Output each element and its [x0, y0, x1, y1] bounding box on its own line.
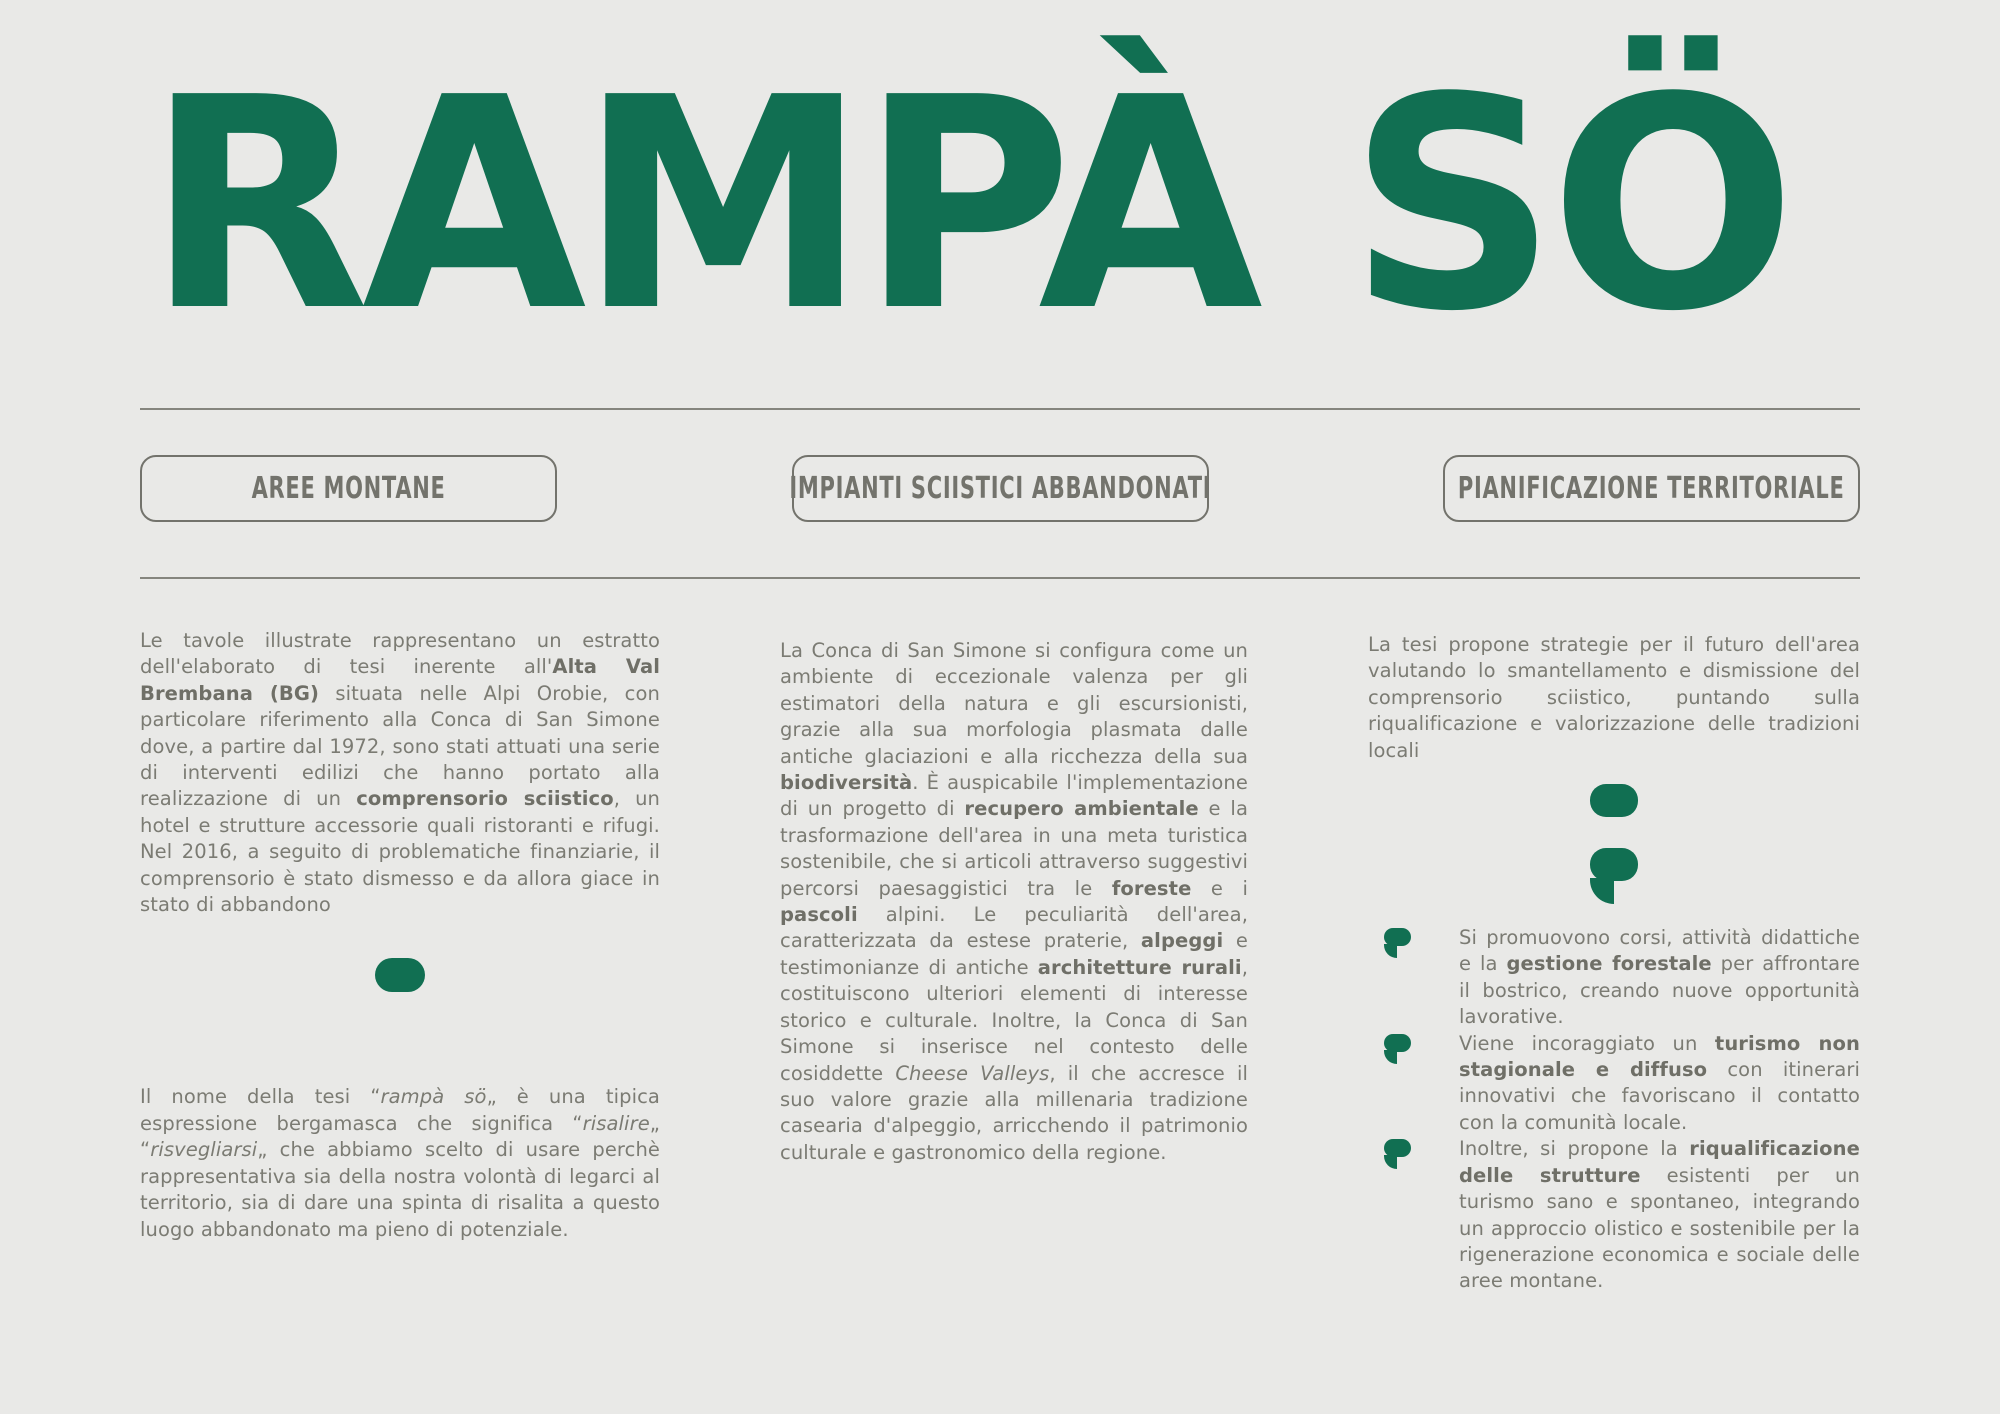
list-item-text: Inoltre, si propone la riqualificazione delle strutture esistenti per un turismo sano e spontaneo, integrando un approccio olistico e sostenibile per la rigenerazione economica e sociale delle aree montane. [1459, 1137, 1860, 1293]
column-context [780, 628, 1248, 1295]
green-dot-icon [375, 958, 425, 992]
page-title: RAMPÀ SÖ [146, 35, 1789, 375]
comma-bullet-icon [1384, 1034, 1411, 1052]
paragraph-thesis-extract: Le tavole illustrate rappresentano un estratto dell'elaborato di tesi inerente all'Alta Val Brembana (BG) situata nelle Alpi Orobie, con particolare riferimento alla Conca di San Simone dove, a partire dal 1972, sono stati attuati una serie di interventi edilizi che hanno portato alla realizzazione di un comprensorio sciistico, un hotel e strutture accessorie quali ristoranti e rifugi. Nel 2016, a seguito di problematiche finanziarie, il comprensorio è stato dismesso e da allora giace in stato di abbandono [140, 629, 661, 917]
comma-bullet-icon [1384, 1139, 1411, 1157]
tag-row [140, 455, 1860, 522]
paragraph-conca-san-simone: La Conca di San Simone si configura come un ambiente di eccezionale valenza per gli estimatori della natura e gli escursionisti, grazie alla sua morfologia plasmata dalle antiche glaciazioni e alla ricchezza della sua biodiversità. È auspicabile l'implementazione di un progetto di recupero ambientale e la trasformazione dell'area in una meta turistica sostenibile, che si articoli attraverso suggestivi percorsi paesaggistici tra le foreste e i pascoli alpini. Le peculiarità dell'area, caratterizzata da estese praterie, alpeggi e testimonianze di antiche architetture rurali, costituiscono ulteriori elementi di interesse storico e culturale. Inoltre, la Conca di San Simone si inserisce nel contesto delle cosiddette Cheese Valleys, il che accresce il suo valore grazie alla millenaria tradizione casearia d'alpeggio, arricchendo il patrimonio culturale e gastronomico della regione. [780, 639, 1249, 1164]
tag-label: IMPIANTI SCIISTICI ABBANDONATI [789, 471, 1211, 506]
tag-impianti-sciistici-abbandonati [789, 455, 1211, 522]
paragraph-thesis-name: Il nome della tesi “rampà sö„ è una tipica espressione bergamasca che significa “risalire„ “risvegliarsi„ che abbiamo scelto di usare perchè rappresentativa sia della nostra volontà di legarci al territorio, sia di dare una spinta di risalita a questo luogo abbandonato ma pieno di potenziale. [140, 1085, 660, 1241]
list-item [1368, 1136, 1860, 1294]
list-item [1368, 1031, 1860, 1137]
paragraph-strategies-intro: La tesi propone strategie per il futuro dell'area valutando lo smantellamento e dismissione del comprensorio sciistico, puntando sulla riqualificazione e valorizzazione delle tradizioni locali [1368, 633, 1860, 762]
comma-bullet-icon [1384, 928, 1411, 946]
list-item-text: Viene incoraggiato un turismo non stagionale e diffuso con itinerari innovativi che favoriscano il contatto con la comunità locale. [1459, 1031, 1860, 1134]
text-columns [140, 628, 1860, 1295]
tag-label: AREE MONTANE [251, 471, 446, 506]
column-strategies [1368, 628, 1860, 1295]
list-item-text: Si promuovono corsi, attività didattiche e la gestione forestale per affrontare il bostrico, creando nuove opportunità lavorative. [1459, 926, 1860, 1029]
divider-top [140, 408, 1860, 410]
tag-label: PIANIFICAZIONE TERRITORIALE [1458, 471, 1845, 506]
tag-aree-montane [140, 455, 557, 522]
column-intro [140, 628, 660, 1295]
big-semicolon-icon [1590, 784, 1638, 881]
semicolon-comma [1590, 848, 1638, 881]
semicolon-dot [1590, 784, 1638, 817]
proposal-list [1368, 925, 1860, 1295]
tag-pianificazione-territoriale [1443, 455, 1860, 522]
list-item [1368, 925, 1860, 1031]
divider-bottom [140, 577, 1860, 579]
